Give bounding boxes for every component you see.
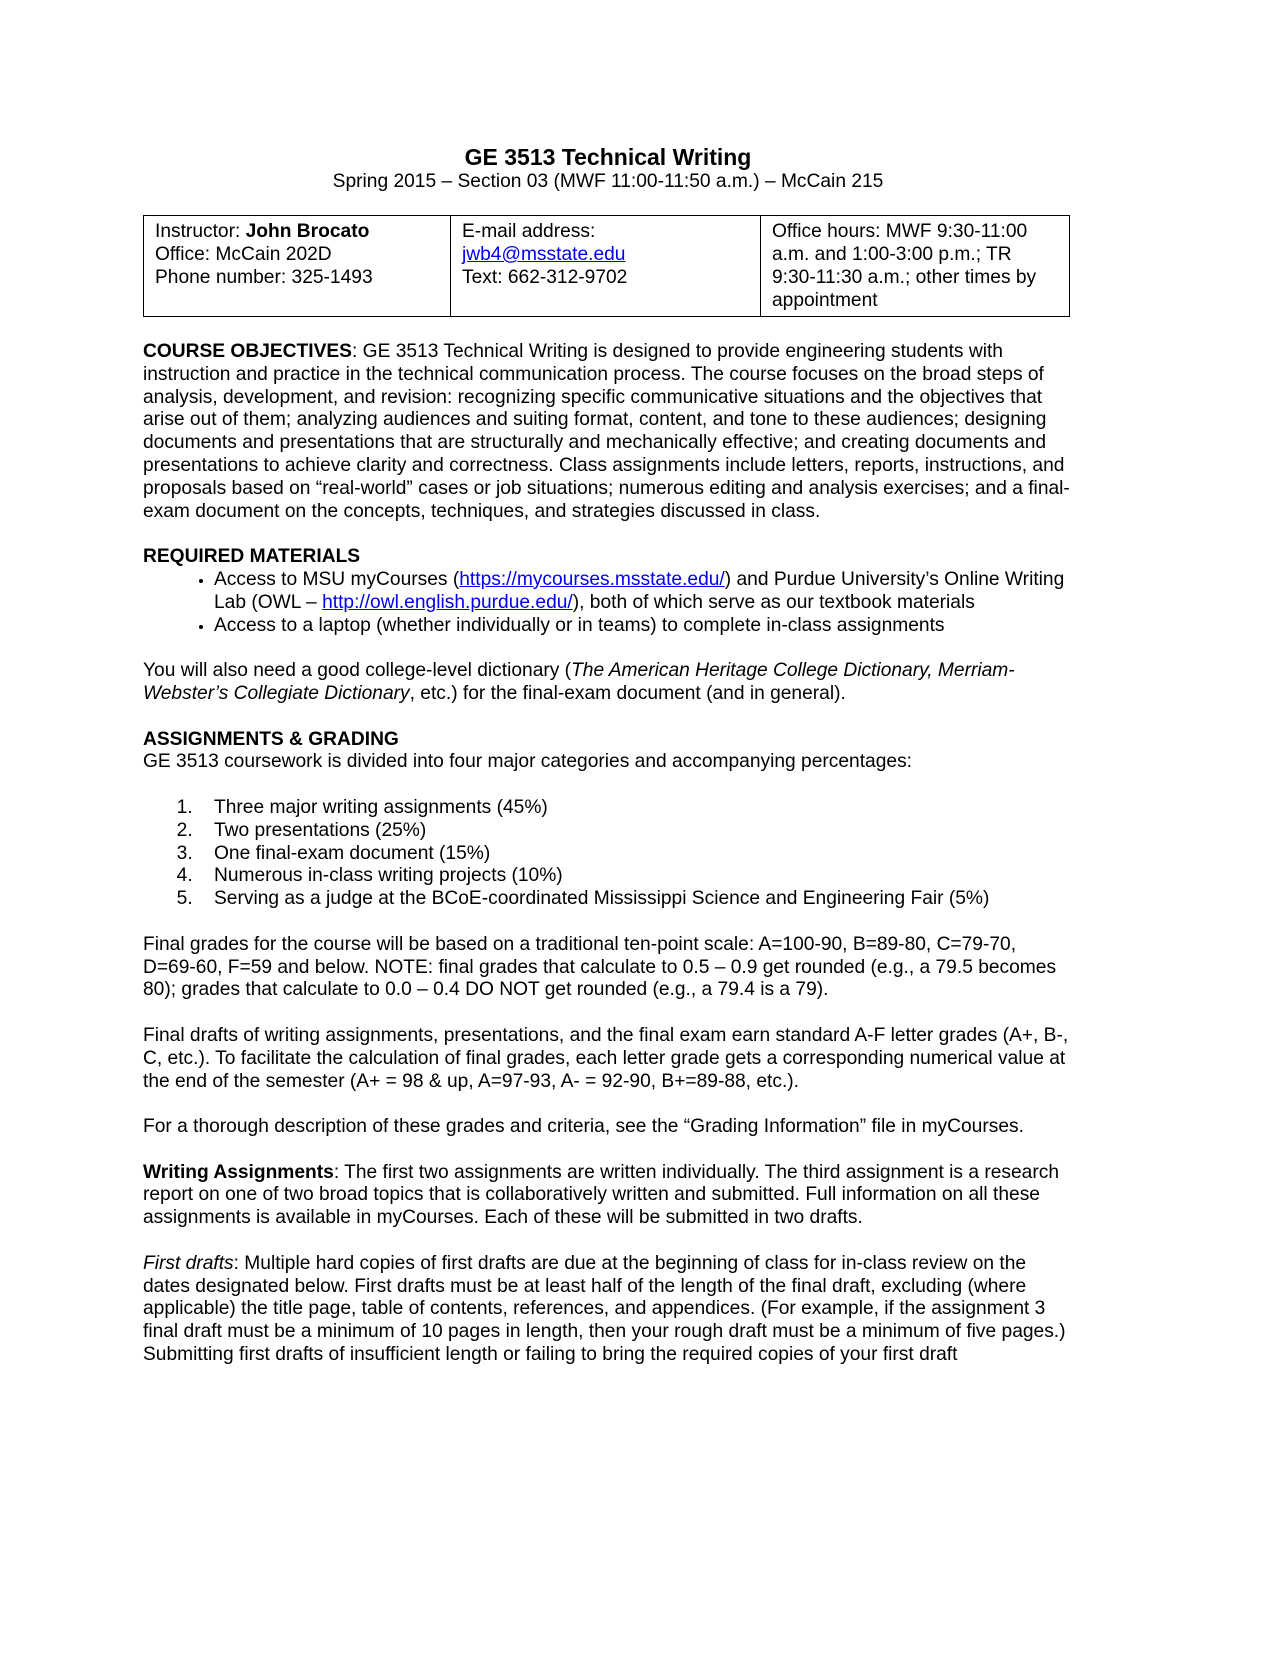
list-item (214, 569, 1073, 615)
first-drafts (143, 1253, 1073, 1367)
course-objectives (143, 341, 1073, 523)
text-number: Text: 662-312-9702 (462, 267, 628, 288)
instructor-name: John Brocato (245, 221, 370, 242)
materials-list (143, 569, 1073, 637)
text: ), both of which serve as our textbook materials (572, 591, 975, 613)
grading-list (143, 797, 1073, 911)
grading-heading: ASSIGNMENTS & GRADING (143, 728, 399, 750)
instructor-cell (144, 216, 451, 317)
writing-text: : The first two assignments are written individually. The third assignment is a research report on one of two broad topics that is collaboratively written and submitted. Full information on all these assignments is available in myCourses. Each of these will be submitted in two drafts. (143, 1161, 1060, 1229)
dictionary-titles: The American Heritage College Dictionary, Merriam-Webster’s Collegiate Dictionary (143, 660, 1015, 704)
course-title: GE 3513 Technical Writing (464, 144, 752, 170)
office-hours-cell (761, 216, 1070, 317)
objectives-text: : GE 3513 Technical Writing is designed to provide engineering students with instruction and practice in the technical communication process. The course focuses on the broad steps of analysis, development, and revision: recognizing specific communicative situations and the objectives that arise out of them; analyzing audiences and suiting format, content, and tone to these audiences; designing documents and presentations that are structurally and mechanically effective; and creating documents and presentations to achieve clarity and correctness. Class assignments include letters, reports, instructions, and proposals based on “real-world” cases or job situations; numerous editing and analysis exercises; and a final-exam document on the concepts, techniques, and strategies discussed in class. (143, 341, 1070, 522)
email-label: E-mail address: (462, 221, 596, 242)
list-item: 3. One final-exam document (15%) (214, 843, 1073, 866)
email-link[interactable]: jwb4@msstate.edu (462, 244, 626, 265)
list-item: • Access to a laptop (whether individually or in teams) to complete in-class assignments (214, 615, 1073, 638)
email-cell (451, 216, 761, 317)
text: Access to MSU myCourses ( (214, 568, 460, 590)
materials-heading: REQUIRED MATERIALS (143, 546, 361, 568)
list-item: 1. Three major writing assignments (45%) (214, 797, 1073, 820)
list-item: 5. Serving as a judge at the BCoE-coordinated Mississippi Science and Engineering Fair (5%) (214, 888, 1073, 911)
contact-table (143, 215, 1070, 317)
dictionary-note (143, 660, 1073, 706)
letter-grades: Final drafts of writing assignments, presentations, and the final exam earn standard A-F letter grades (A+, B-, C, etc.). To facilitate the calculation of final grades, each letter grade gets a corresponding numerical value at the end of the semester (A+ = 98 & up, A=97-93, A- = 92-90, B+=89-88, etc.). (143, 1024, 1069, 1092)
grading-intro: GE 3513 coursework is divided into four major categories and accompanying percentages: (143, 751, 912, 773)
writing-assignments (143, 1162, 1073, 1230)
office-hours: Office hours: MWF 9:30-11:00 a.m. and 1:00-3:00 p.m.; TR 9:30-11:30 a.m.; other times by appointment (772, 221, 1037, 311)
text: ) and Purdue University’s Online Writing Lab (OWL – (214, 568, 1065, 613)
owl-link[interactable]: http://owl.english.purdue.edu/ (322, 591, 573, 613)
text: You will also need a good college-level dictionary ( (143, 660, 572, 682)
course-subtitle: Spring 2015 – Section 03 (MWF 11:00-11:50 a.m.) – McCain 215 (332, 171, 884, 192)
objectives-heading: COURSE OBJECTIVES (143, 341, 352, 362)
text: , etc.) for the final-exam document (and in general). (409, 682, 846, 704)
phone: Phone number: 325-1493 (155, 267, 373, 288)
list-item: 2. Two presentations (25%) (214, 820, 1073, 843)
grading-info-note: For a thorough description of these grades and criteria, see the “Grading Information” file in myCourses. (143, 1116, 1024, 1138)
list-item: 4. Numerous in-class writing projects (10%) (214, 865, 1073, 888)
instructor-label: Instructor: (155, 221, 246, 242)
writing-label: Writing Assignments (143, 1161, 334, 1183)
mycourses-link[interactable]: https://mycourses.msstate.edu/ (459, 568, 725, 590)
grade-scale: Final grades for the course will be based on a traditional ten-point scale: A=100-90, B=89-80, C=79-70, D=69-60, F=59 and below. NOTE: final grades that calculate to 0.5 – 0.9 get rounded (e.g., a 79.5 becomes 80); grades that calculate to 0.0 – 0.4 DO NOT get rounded (e.g., a 79.4 is a 79). (143, 933, 1057, 1001)
first-drafts-text: : Multiple hard copies of first drafts are due at the beginning of class for in-class review on the dates designated below. First drafts must be at least half of the length of the final draft, excluding (where applicable) the title page, table of contents, references, and appendices. (For example, if the assignment 3 final draft must be a minimum of 10 pages in length, then your rough draft must be a minimum of five pages.) Submitting first drafts of insufficient length or failing to bring the required copies of your first draft (143, 1252, 1066, 1366)
office: Office: McCain 202D (155, 244, 332, 265)
document-page (143, 143, 1073, 1390)
first-drafts-label: First drafts (143, 1252, 234, 1274)
